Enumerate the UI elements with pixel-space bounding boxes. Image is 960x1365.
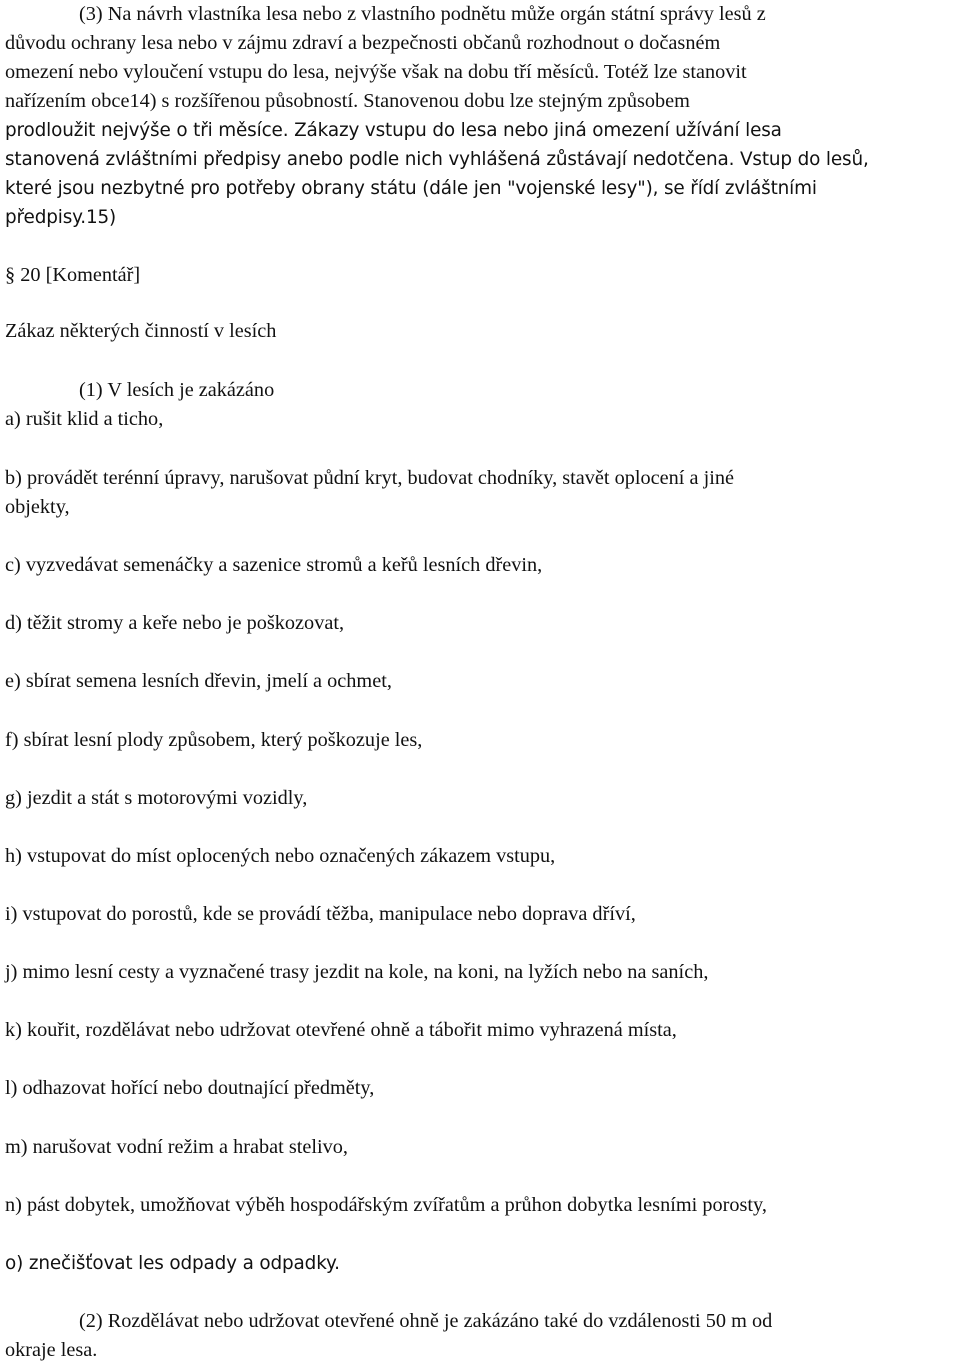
subsection-2-line-1: (2) Rozdělávat nebo udržovat otevřené ohně je zakázáno také do vzdálenosti 50 m od [79,1310,773,1332]
list-item-i: i) vstupovat do porostů, kde se provádí těžba, manipulace nebo doprava dříví, [5,903,636,925]
list-item-c: c) vyzvedávat semenáčky a sazenice stromů a keřů lesních dřevin, [5,554,543,576]
paragraph-3-line-5: prodloužit nejvýše o tři měsíce. Zákazy vstupu do lesa nebo jiná omezení užívání lesa [5,120,782,141]
list-item-g: g) jezdit a stát s motorovými vozidly, [5,787,308,809]
list-item-h: h) vstupovat do míst oplocených nebo označených zákazem vstupu, [5,845,556,867]
subsection-2-line-2: okraje lesa. [5,1339,98,1361]
subsection-1-intro: (1) V lesích je zakázáno [79,379,275,401]
list-item-k: k) kouřit, rozdělávat nebo udržovat otevřené ohně a tábořit mimo vyhrazená místa, [5,1019,677,1041]
list-item-b: b) provádět terénní úpravy, narušovat půdní kryt, budovat chodníky, stavět oplocení a jiné [5,467,734,489]
list-item-j: j) mimo lesní cesty a vyznačené trasy jezdit na kole, na koni, na lyžích nebo na saních, [5,961,709,983]
paragraph-3-line-8: předpisy.15) [5,207,117,228]
section-heading: § 20 [Komentář] [5,264,141,286]
paragraph-3-line-4: nařízením obce14) s rozšířenou působností. Stanovenou dobu lze stejným způsobem [5,90,690,112]
paragraph-3-line-1: (3) Na návrh vlastníka lesa nebo z vlastního podnětu může orgán státní správy lesů z [79,3,766,25]
list-item-l: l) odhazovat hořící nebo doutnající předměty, [5,1077,375,1099]
paragraph-3-line-3: omezení nebo vyloučení vstupu do lesa, nejvýše však na dobu tří měsíců. Totéž lze stanovit [5,61,747,83]
list-item-m: m) narušovat vodní režim a hrabat stelivo, [5,1136,348,1158]
list-item-o: o) znečišťovat les odpady a odpadky. [5,1253,340,1274]
paragraph-3-line-7: které jsou nezbytné pro potřeby obrany státu (dále jen "vojenské lesy"), se řídí zvláštními [5,178,817,199]
list-item-b-continued: objekty, [5,496,70,518]
list-item-d: d) těžit stromy a keře nebo je poškozovat, [5,612,345,634]
list-item-e: e) sbírat semena lesních dřevin, jmelí a ochmet, [5,670,392,692]
list-item-a: a) rušit klid a ticho, [5,408,164,430]
paragraph-3-line-2: důvodu ochrany lesa nebo v zájmu zdraví a bezpečnosti občanů rozhodnout o dočasném [5,32,721,54]
paragraph-3-line-6: stanovená zvláštními předpisy anebo podle nich vyhlášená zůstávají nedotčena. Vstup do lesů, [5,149,869,170]
section-title: Zákaz některých činností v lesích [5,320,277,342]
list-item-f: f) sbírat lesní plody způsobem, který poškozuje les, [5,729,423,751]
list-item-n: n) pást dobytek, umožňovat výběh hospodářským zvířatům a průhon dobytka lesními porosty, [5,1194,767,1216]
